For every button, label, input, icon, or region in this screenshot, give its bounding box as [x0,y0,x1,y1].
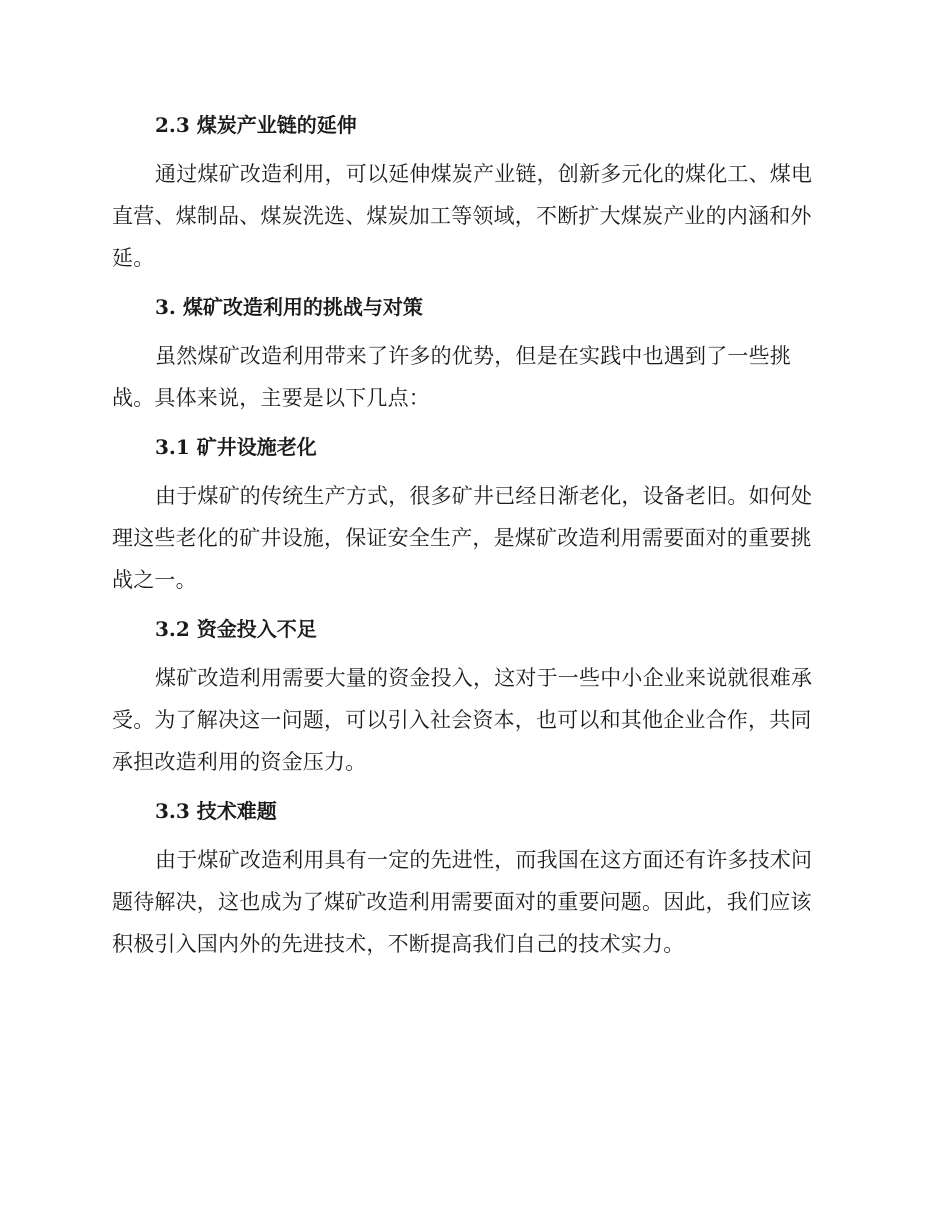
paragraph-line: 延。 [112,246,155,270]
document-page [112,105,830,973]
section-heading-3-1: 3.1 矿井设施老化 [155,435,317,459]
section-heading-3-2: 3.2 资金投入不足 [155,617,317,641]
paragraph-line: 积极引入国内外的先进技术，不断提高我们自己的技术实力。 [112,932,685,956]
paragraph-line: 由于煤矿改造利用具有一定的先进性，而我国在这方面还有许多技术问 [155,848,813,872]
section-paragraph-2-3 [112,153,830,279]
section-paragraph-3 [112,335,830,419]
section-paragraph-3-1 [112,475,830,601]
paragraph-line: 受。为了解决这一问题，可以引入社会资本，也可以和其他企业合作，共同 [112,708,812,732]
paragraph-line: 题待解决，这也成为了煤矿改造利用需要面对的重要问题。因此，我们应该 [112,890,812,914]
section-paragraph-3-2 [112,657,830,783]
paragraph-line: 由于煤矿的传统生产方式，很多矿井已经日渐老化，设备老旧。如何处 [155,484,813,508]
paragraph-line: 战。具体来说，主要是以下几点： [112,386,430,410]
paragraph-line: 理这些老化的矿井设施，保证安全生产，是煤矿改造利用需要面对的重要挑 [112,526,812,550]
section-heading-3-3: 3.3 技术难题 [155,799,277,823]
paragraph-line: 煤矿改造利用需要大量的资金投入，这对于一些中小企业来说就很难承 [155,666,813,690]
paragraph-line: 直营、煤制品、煤炭洗选、煤炭加工等领域，不断扩大煤炭产业的内涵和外 [112,204,812,228]
paragraph-line: 战之一。 [112,568,197,592]
section-heading-3: 3. 煤矿改造利用的挑战与对策 [155,295,423,319]
paragraph-line: 通过煤矿改造利用，可以延伸煤炭产业链，创新多元化的煤化工、煤电 [155,162,813,186]
section-paragraph-3-3 [112,839,830,965]
section-heading-2-3: 2.3 煤炭产业链的延伸 [155,113,357,137]
paragraph-line: 虽然煤矿改造利用带来了许多的优势，但是在实践中也遇到了一些挑 [155,344,791,368]
paragraph-line: 承担改造利用的资金压力。 [112,750,367,774]
